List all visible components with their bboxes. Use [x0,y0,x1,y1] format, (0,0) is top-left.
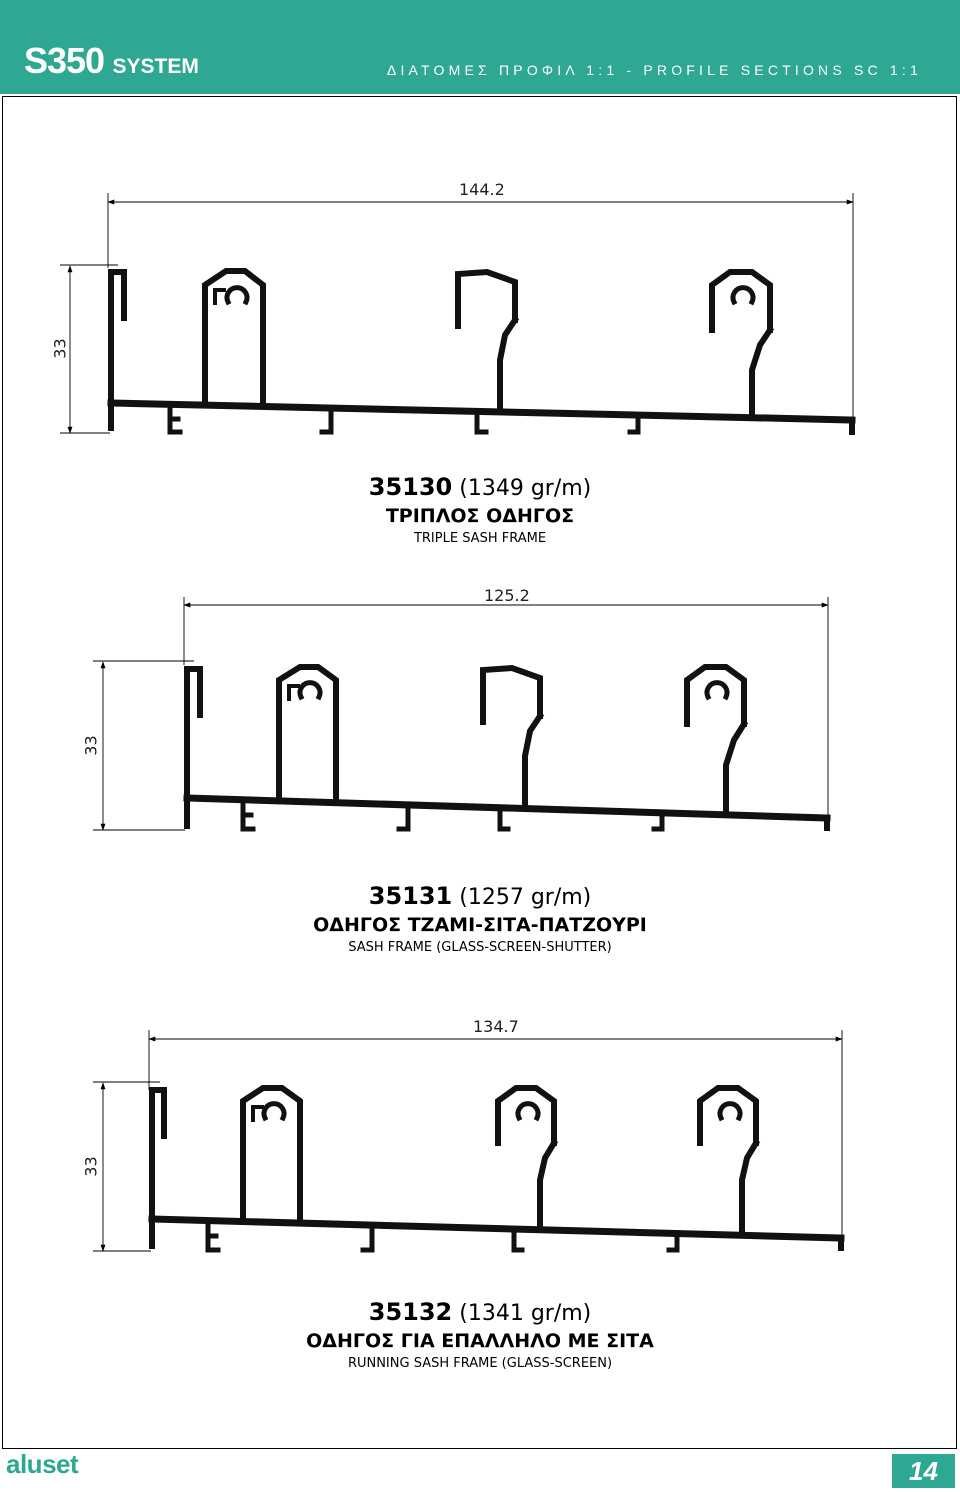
profile-outline [215,290,224,303]
width-dimension-label: 125.2 [484,586,530,605]
profile-outline [733,288,753,302]
profile-outline [363,1226,372,1250]
profile-name-greek: ΟΔΗΓΟΣ ΓΙΑ ΕΠΑΛΛΗΛΟ ΜΕ ΣΙΤΑ [306,1330,654,1352]
profile-outline [227,288,247,302]
company-logo: aluset [6,1449,79,1479]
glass-channel [712,272,770,330]
profile-outline [525,716,540,806]
profile-outline [399,806,408,829]
profile-name-greek: ΤΡΙΠΛΟΣ ΟΔΗΓΟΣ [385,505,575,527]
profile-outline [540,1143,554,1226]
page-number: 14 [892,1454,955,1488]
profile-base [111,403,852,420]
profile-name-english: SASH FRAME (GLASS-SCREEN-SHUTTER) [348,940,612,955]
profile-35131-section [93,597,828,830]
glass-channel [687,667,744,724]
profile-base [187,798,827,818]
profile-outline [752,330,770,418]
height-dimension-label: 33 [50,338,70,359]
hook-channel [483,668,540,722]
profile-weight: (1257 gr/m) [459,885,592,910]
glass-channel [498,1088,554,1143]
profile-name-english: RUNNING SASH FRAME (GLASS-SCREEN) [347,1356,613,1371]
profile-name-greek: ΟΔΗΓΟΣ ΤΖΑΜΙ-ΣΙΤΑ-ΠΑΤΖΟΥΡΙ [313,914,647,936]
profile-outline [500,320,515,410]
profile-outline [243,801,253,829]
profile-outline [322,409,331,432]
profile-base [152,1219,841,1238]
profile-code: 35130 [368,473,453,501]
profile-outline [264,1104,284,1118]
profile-outline [253,1107,262,1120]
profile-outline [208,1222,218,1250]
profile-outline [187,669,200,826]
height-dimension-label: 33 [81,735,101,756]
glass-channel [700,1088,756,1143]
profile-35132-section [93,1030,842,1251]
profile-weight: (1349 gr/m) [459,476,592,501]
profile-code: 35132 [368,1298,453,1326]
profile-weight: (1341 gr/m) [459,1301,592,1326]
profile-35130-section [60,193,853,433]
profile-outline [500,809,508,829]
profile-outline [720,1104,740,1118]
profile-name-english: TRIPLE SASH FRAME [413,531,547,546]
page-title: ΔΙΑΤΟΜΕΣ ΠΡΟΦΙΛ 1:1 - PROFILE SECTIONS SC 1:1 [386,62,922,78]
width-dimension-label: 144.2 [459,180,505,199]
profile-outline [742,1143,756,1233]
profile-outline [707,683,727,697]
profile-outline [726,724,744,814]
profile-outline [289,686,298,699]
height-dimension-label: 33 [81,1156,101,1177]
hook-channel [458,272,515,326]
system-label: SYSTEM [112,55,199,78]
profile-code: 35131 [368,882,453,910]
profile-caption [0,882,960,958]
profile-caption [0,1298,960,1374]
profile-outline [300,683,320,697]
system-model: S350 [24,40,105,81]
profile-outline [518,1104,538,1118]
width-dimension-label: 134.7 [473,1017,519,1036]
profile-caption [0,473,960,549]
profile-outline [170,406,180,432]
